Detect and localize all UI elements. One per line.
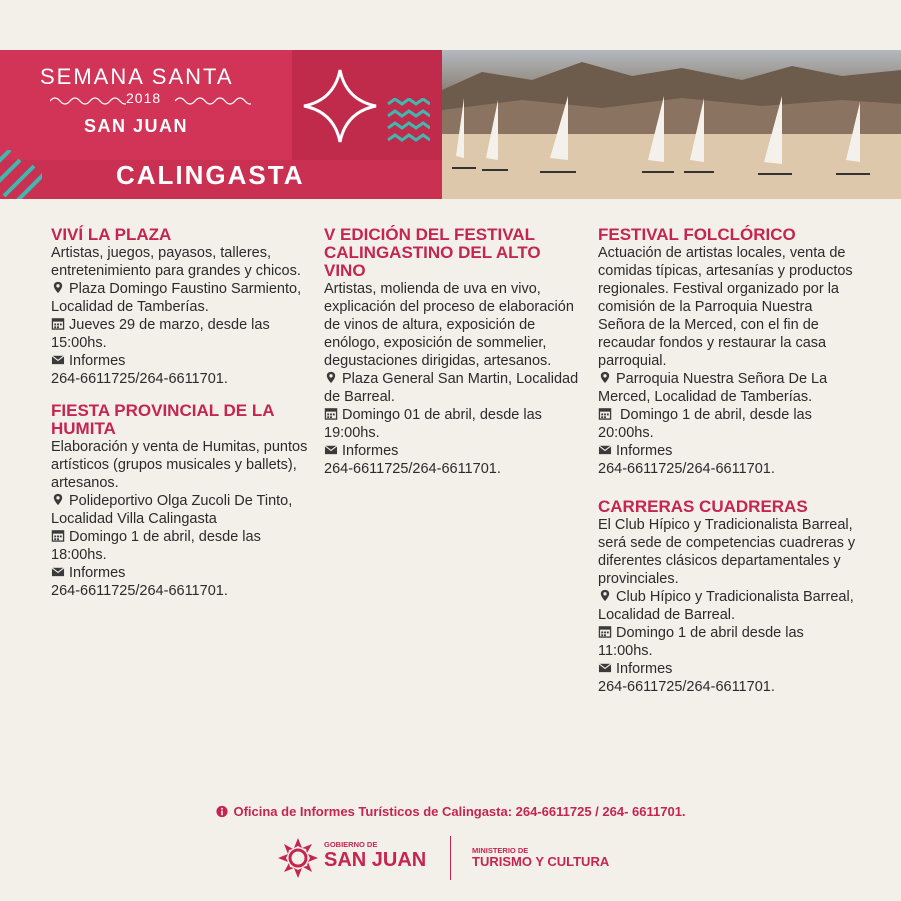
event-info bbox=[324, 442, 582, 460]
event-location-text: Plaza General San Martin, Localidad de Barreal. bbox=[324, 371, 579, 405]
event-info-label: Informes bbox=[69, 353, 126, 369]
sun-logo-icon bbox=[276, 836, 320, 880]
event-date bbox=[598, 406, 856, 442]
photo-scene bbox=[442, 50, 901, 199]
ministry-label-big: TURISMO Y CULTURA bbox=[472, 854, 610, 869]
stripes-decoration-icon bbox=[0, 150, 42, 199]
event-title: V EDICIÓN DEL FESTIVAL CALINGASTINO DEL ALTO VINO bbox=[324, 225, 541, 280]
event-phones: 264-6611725/264-6611701. bbox=[598, 679, 775, 695]
zigzag-decoration-icon bbox=[386, 98, 430, 150]
event-location-text: Parroquia Nuestra Señora De La Merced, Localidad de Tamberías. bbox=[598, 371, 828, 405]
event-location bbox=[324, 370, 582, 406]
wave-decoration-icon bbox=[175, 94, 251, 108]
calendar-icon bbox=[598, 625, 612, 638]
logo-divider bbox=[450, 836, 451, 880]
event-brand-block bbox=[0, 50, 442, 199]
event-location-text: Club Hípico y Tradicionalista Barreal, Localidad de Barreal. bbox=[598, 589, 854, 623]
region-title: CALINGASTA bbox=[116, 160, 305, 190]
event-date-text: Jueves 29 de marzo, desde las 15:00hs. bbox=[51, 317, 270, 351]
envelope-icon bbox=[51, 565, 65, 578]
tourist-office-text: Oficina de Informes Turísticos de Calingasta: 264-6611725 / 264- 6611701. bbox=[233, 804, 686, 819]
event-place: SAN JUAN bbox=[84, 116, 189, 136]
event-title: FESTIVAL FOLCLÓRICO bbox=[598, 225, 796, 244]
event-info bbox=[598, 660, 856, 678]
event-phones: 264-6611725/264-6611701. bbox=[324, 461, 501, 477]
event-date-text: Domingo 1 de abril desde las 11:00hs. bbox=[598, 625, 804, 659]
event-location bbox=[51, 492, 309, 528]
event-date-text: Domingo 1 de abril, desde las 18:00hs. bbox=[51, 529, 261, 563]
event-title: CARRERAS CUADRERAS bbox=[598, 497, 808, 516]
event-block bbox=[598, 498, 856, 696]
event-title: SEMANA SANTA bbox=[40, 64, 234, 89]
envelope-icon bbox=[51, 353, 65, 366]
event-phones: 264-6611725/264-6611701. bbox=[51, 371, 228, 387]
event-block bbox=[598, 226, 856, 478]
ministry-label-small: MINISTERIO DE bbox=[472, 846, 529, 855]
event-block bbox=[51, 226, 309, 388]
event-description: Artistas, juegos, payasos, talleres, entretenimiento para grandes y chicos. bbox=[51, 245, 301, 279]
event-date bbox=[598, 624, 856, 660]
header-banner bbox=[0, 50, 901, 199]
event-block bbox=[324, 226, 582, 478]
event-description: Elaboración y venta de Humitas, puntos artísticos (grupos musicales y ballets), artesanos. bbox=[51, 439, 308, 491]
map-pin-icon bbox=[598, 589, 612, 602]
map-pin-icon bbox=[598, 371, 612, 384]
event-location bbox=[598, 370, 856, 406]
event-info-label: Informes bbox=[616, 661, 673, 677]
event-date bbox=[51, 316, 309, 352]
info-circle-icon bbox=[215, 805, 229, 818]
events-column-1 bbox=[51, 226, 309, 614]
star-outline-icon bbox=[300, 66, 380, 146]
calendar-icon bbox=[598, 407, 612, 420]
envelope-icon bbox=[598, 661, 612, 674]
map-pin-icon bbox=[324, 371, 338, 384]
event-info bbox=[51, 352, 309, 370]
wave-decoration-icon bbox=[50, 94, 126, 108]
calendar-icon bbox=[51, 317, 65, 330]
event-phones: 264-6611725/264-6611701. bbox=[51, 583, 228, 599]
event-location-text: Polideportivo Olga Zucoli De Tinto, Localidad Villa Calingasta bbox=[51, 493, 293, 527]
event-year: 2018 bbox=[126, 90, 162, 106]
event-location-text: Plaza Domingo Faustino Sarmiento, Localidad de Tamberías. bbox=[51, 281, 302, 315]
event-info bbox=[598, 442, 856, 460]
event-date-text: Domingo 01 de abril, desde las 19:00hs. bbox=[324, 407, 542, 441]
event-location bbox=[598, 588, 856, 624]
event-info bbox=[51, 564, 309, 582]
event-phones: 264-6611725/264-6611701. bbox=[598, 461, 775, 477]
event-description: Artistas, molienda de uva en vivo, explicación del proceso de elaboración de vinos de altura, exposición de enólogo, exposición de sommelier, degustaciones dirigidas, artesanos. bbox=[324, 281, 574, 369]
event-title: FIESTA PROVINCIAL DE LA HUMITA bbox=[51, 401, 274, 438]
envelope-icon bbox=[324, 443, 338, 456]
event-info-label: Informes bbox=[69, 565, 126, 581]
event-description: Actuación de artistas locales, venta de comidas típicas, artesanías y productos regionales. Festival organizado por la comisión de la Parroquia Nuestra Señora de la Merced, con el fin de recaudar fondos y restaurar la casa parroquial. bbox=[598, 245, 853, 369]
event-info-label: Informes bbox=[342, 443, 399, 459]
tourist-office-info bbox=[0, 804, 901, 819]
event-date bbox=[51, 528, 309, 564]
map-pin-icon bbox=[51, 493, 65, 506]
land-sailing-photo bbox=[442, 50, 901, 199]
event-description: El Club Hípico y Tradicionalista Barreal, será sede de competencias cuadreras y diferentes clásicos departamentales y provinciales. bbox=[598, 517, 856, 587]
event-location bbox=[51, 280, 309, 316]
calendar-icon bbox=[324, 407, 338, 420]
event-block bbox=[51, 402, 309, 600]
events-column-2 bbox=[324, 226, 582, 492]
event-title: VIVÍ LA PLAZA bbox=[51, 225, 172, 244]
calendar-icon bbox=[51, 529, 65, 542]
gov-label-small: GOBIERNO DE bbox=[324, 840, 378, 849]
sponsor-logos bbox=[276, 834, 636, 882]
events-column-3 bbox=[598, 226, 856, 710]
event-date bbox=[324, 406, 582, 442]
gov-label-big: SAN JUAN bbox=[324, 849, 427, 871]
event-info-label: Informes bbox=[616, 443, 673, 459]
envelope-icon bbox=[598, 443, 612, 456]
event-date-text: Domingo 1 de abril, desde las 20:00hs. bbox=[598, 407, 812, 441]
map-pin-icon bbox=[51, 281, 65, 294]
